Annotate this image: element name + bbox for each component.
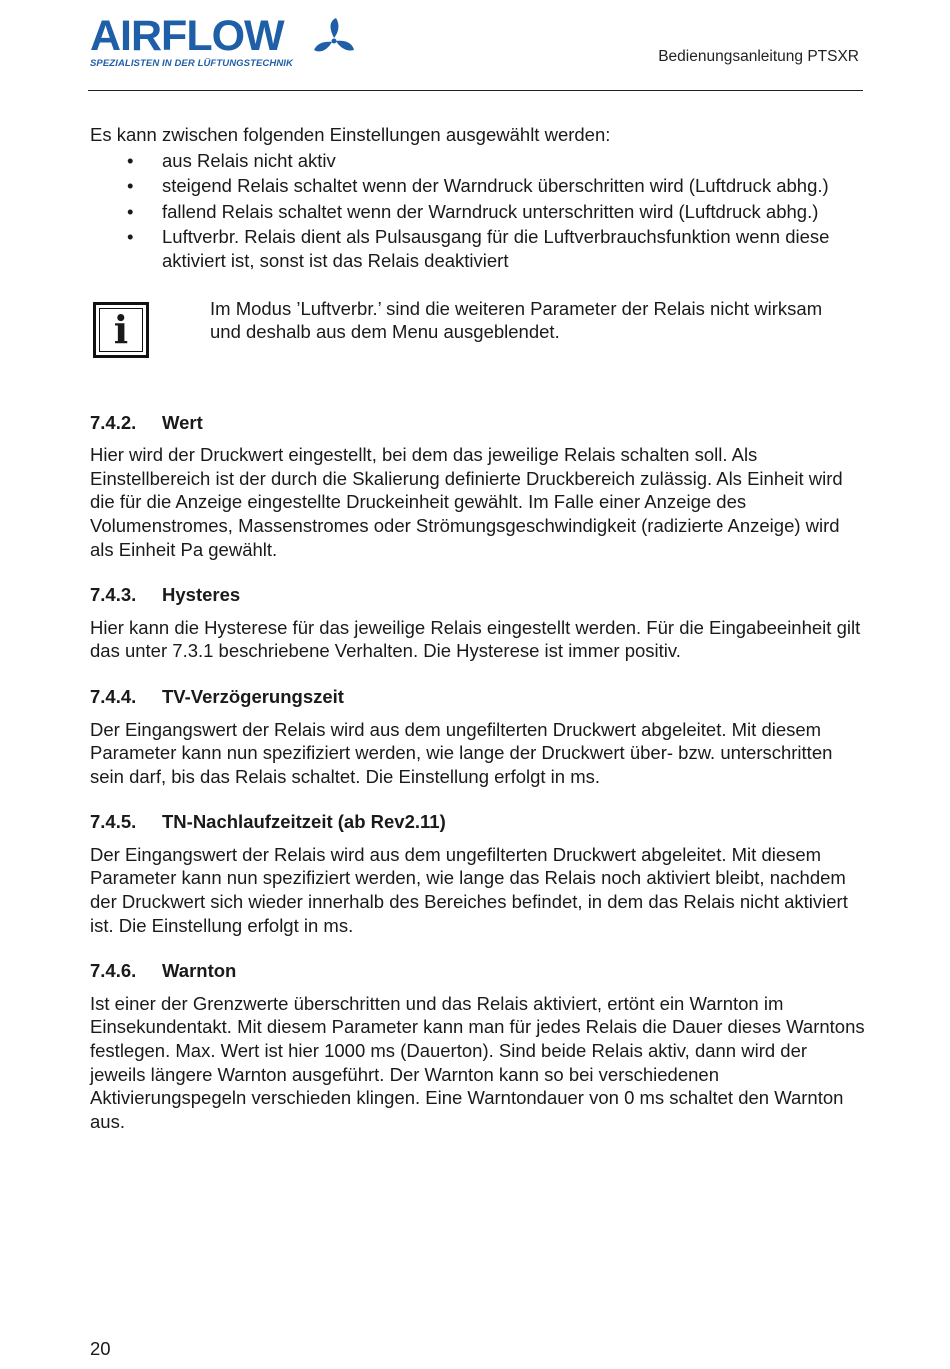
option-text: fallend Relais schaltet wenn der Warndruck unterschritten wird (Luftdruck abhg.) bbox=[162, 200, 819, 222]
airflow-logo bbox=[88, 14, 368, 74]
logo-text: AIRFLOW bbox=[90, 12, 284, 60]
section-tv-verzoegerungszeit bbox=[90, 685, 865, 788]
list-item bbox=[90, 149, 865, 173]
section-body: Hier wird der Druckwert eingestellt, bei dem das jeweilige Relais schalten soll. Als Einstellbereich ist der durch die Skalierung definierte Druckbereich zulässig. Als Einheit wird die für die Anzeige eingestellte Druckeinheit gewählt. Im Falle einer Anzeige des Volumenstromes, Massenstromes oder Strömungsgeschwindigkeit (radizierte Anzeige) wird als Einheit Pa gewählt. bbox=[90, 444, 843, 560]
bullet-icon: • bbox=[127, 226, 134, 248]
section-body: Der Eingangswert der Relais wird aus dem ungefilterten Druckwert abgeleitet. Mit diesem Parameter kann nun spezifiziert werden, wie lange das Relais noch aktiviert bleibt, nachdem der Druckwert sich wieder innerhalb des Bereiches befindet, in dem das Relais nicht aktiviert ist. Die Einstellung erfolgt in ms. bbox=[90, 843, 848, 936]
section-tn-nachlaufzeit bbox=[90, 810, 865, 937]
note-text: Im Modus ’Luftverbr.’ sind die weiteren Parameter der Relais nicht wirksam und deshalb aus dem Menu ausgeblendet. bbox=[210, 297, 823, 343]
section-warnton bbox=[90, 959, 865, 1133]
section-body: Der Eingangswert der Relais wird aus dem ungefilterten Druckwert abgeleitet. Mit diesem Parameter kann nun spezifiziert werden, wie lange der Druckwert über- bzw. unterschritten sein darf, bis das Relais schaltet. Die Einstellung erfolgt in ms. bbox=[90, 718, 833, 787]
info-note bbox=[90, 297, 865, 381]
section-heading bbox=[90, 959, 865, 983]
section-heading bbox=[90, 583, 865, 607]
logo-tagline: SPEZIALISTEN IN DER LÜFTUNGSTECHNIK bbox=[90, 58, 294, 69]
section-title: Hysteres bbox=[162, 584, 241, 606]
option-text: steigend Relais schaltet wenn der Warndruck überschritten wird (Luftdruck abhg.) bbox=[162, 175, 829, 197]
section-number: 7.4.6. bbox=[90, 960, 137, 982]
section-hysteres bbox=[90, 583, 865, 663]
section-number: 7.4.5. bbox=[90, 811, 137, 833]
bullet-icon: • bbox=[127, 200, 134, 222]
list-item bbox=[90, 200, 865, 224]
list-item bbox=[90, 174, 865, 198]
page-header bbox=[88, 14, 863, 91]
section-body: Hier kann die Hysterese für das jeweilige Relais eingestellt werden. Für die Eingabeeinheit gilt das unter 7.3.1 beschriebene Verhalten. Die Hysterese ist immer positiv. bbox=[90, 616, 861, 662]
options-list bbox=[90, 149, 865, 273]
section-heading bbox=[90, 685, 865, 709]
bullet-icon: • bbox=[127, 175, 134, 197]
section-title: Wert bbox=[162, 411, 203, 433]
document-title: Bedienungsanleitung PTSXR bbox=[658, 48, 859, 65]
section-number: 7.4.4. bbox=[90, 685, 137, 707]
section-title: TN-Nachlaufzeitzeit (ab Rev2.11) bbox=[162, 811, 446, 833]
section-heading bbox=[90, 810, 865, 834]
section-heading bbox=[90, 411, 865, 435]
section-title: TV-Verzögerungszeit bbox=[162, 685, 344, 707]
section-wert bbox=[90, 411, 865, 562]
info-icon: i bbox=[93, 302, 149, 358]
section-number: 7.4.3. bbox=[90, 584, 137, 606]
section-body: Ist einer der Grenzwerte überschritten und das Relais aktiviert, ertönt ein Warnton im Einsekundentakt. Mit diesem Parameter kann man für jedes Relais die Dauer dieses Warntons festlegen. Max. Wert ist hier 1000 ms (Dauerton). Sind beide Relais aktiv, dann wird der jeweils längere Warnton ausgeführt. Der Warnton kann so bei verschiedenen Aktivierungspegeln verschieden klingen. Eine Warntondauer von 0 ms schaltet den Warnton aus. bbox=[90, 992, 865, 1132]
fan-icon bbox=[310, 16, 358, 64]
list-item bbox=[90, 225, 865, 272]
option-text: Luftverbr. Relais dient als Pulsausgang für die Luftverbrauchsfunktion wenn diese aktiviert ist, sonst ist das Relais deaktiviert bbox=[162, 226, 830, 271]
page-content bbox=[90, 123, 865, 1133]
section-title: Warnton bbox=[162, 960, 237, 982]
page-number: 20 bbox=[90, 1338, 111, 1359]
bullet-icon: • bbox=[127, 149, 134, 171]
section-number: 7.4.2. bbox=[90, 411, 137, 433]
option-text: aus Relais nicht aktiv bbox=[162, 149, 336, 171]
intro-text: Es kann zwischen folgenden Einstellungen ausgewählt werden: bbox=[90, 124, 611, 145]
